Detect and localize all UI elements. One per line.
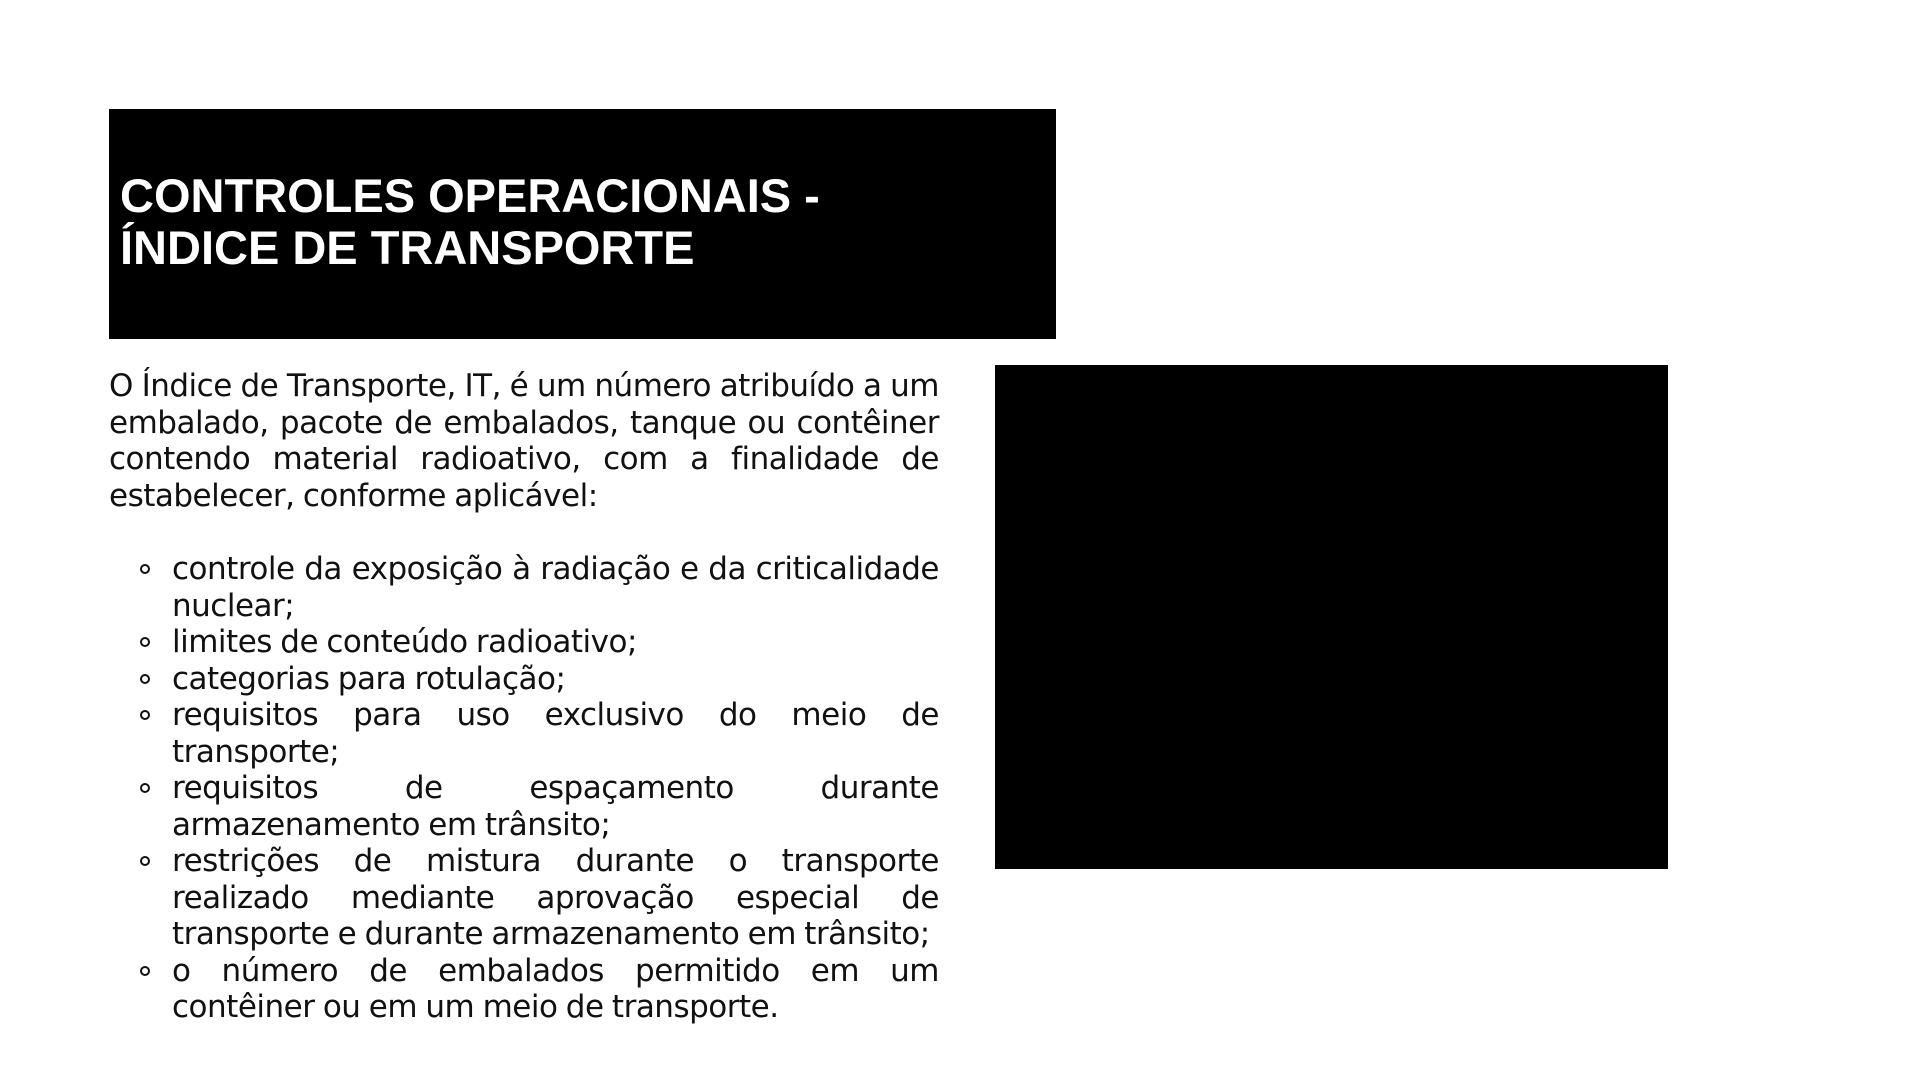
list-item-text: requisitos para uso exclusivo do meio de transporte;	[172, 697, 939, 770]
list-item-text: categorias para rotulação;	[172, 660, 566, 697]
list-item-text: requisitos de espaçamento durante armazenamento em trânsito;	[172, 770, 939, 843]
hollow-circle-bullet-icon	[140, 783, 150, 793]
title-line-2: ÍNDICE DE TRANSPORTE	[120, 220, 695, 274]
list-item-text: limites de conteúdo radioativo;	[172, 624, 637, 660]
list-item	[172, 843, 939, 953]
list-item	[172, 953, 939, 1026]
title-banner	[109, 109, 1056, 339]
hollow-circle-bullet-icon	[140, 674, 150, 684]
hollow-circle-bullet-icon	[140, 710, 150, 720]
image-placeholder	[995, 365, 1668, 869]
list-item-text: restrições de mistura durante o transporte realizado mediante aprovação especial de transporte e durante armazenamento em trânsito;	[172, 843, 939, 952]
hollow-circle-bullet-icon	[140, 637, 150, 647]
hollow-circle-bullet-icon	[140, 564, 150, 574]
intro-paragraph: O Índice de Transporte, IT, é um número atribuído a um embalado, pacote de embalados, tanque ou contêiner contendo material radioativo, com a finalidade de estabelecer, conforme aplicável:	[109, 368, 939, 514]
list-item-text: o número de embalados permitido em um contêiner ou em um meio de transporte.	[172, 952, 939, 1025]
list-item	[172, 624, 939, 661]
list-item	[172, 697, 939, 770]
list-item	[172, 551, 939, 624]
list-item	[172, 661, 939, 698]
bullet-list	[109, 551, 939, 1026]
title-line-1: CONTROLES OPERACIONAIS -	[120, 168, 820, 222]
hollow-circle-bullet-icon	[140, 966, 150, 976]
hollow-circle-bullet-icon	[140, 856, 150, 866]
slide-body	[109, 368, 939, 1026]
list-item-text: controle da exposição à radiação e da criticalidade nuclear;	[172, 551, 939, 624]
list-item	[172, 770, 939, 843]
slide-title	[120, 170, 820, 274]
